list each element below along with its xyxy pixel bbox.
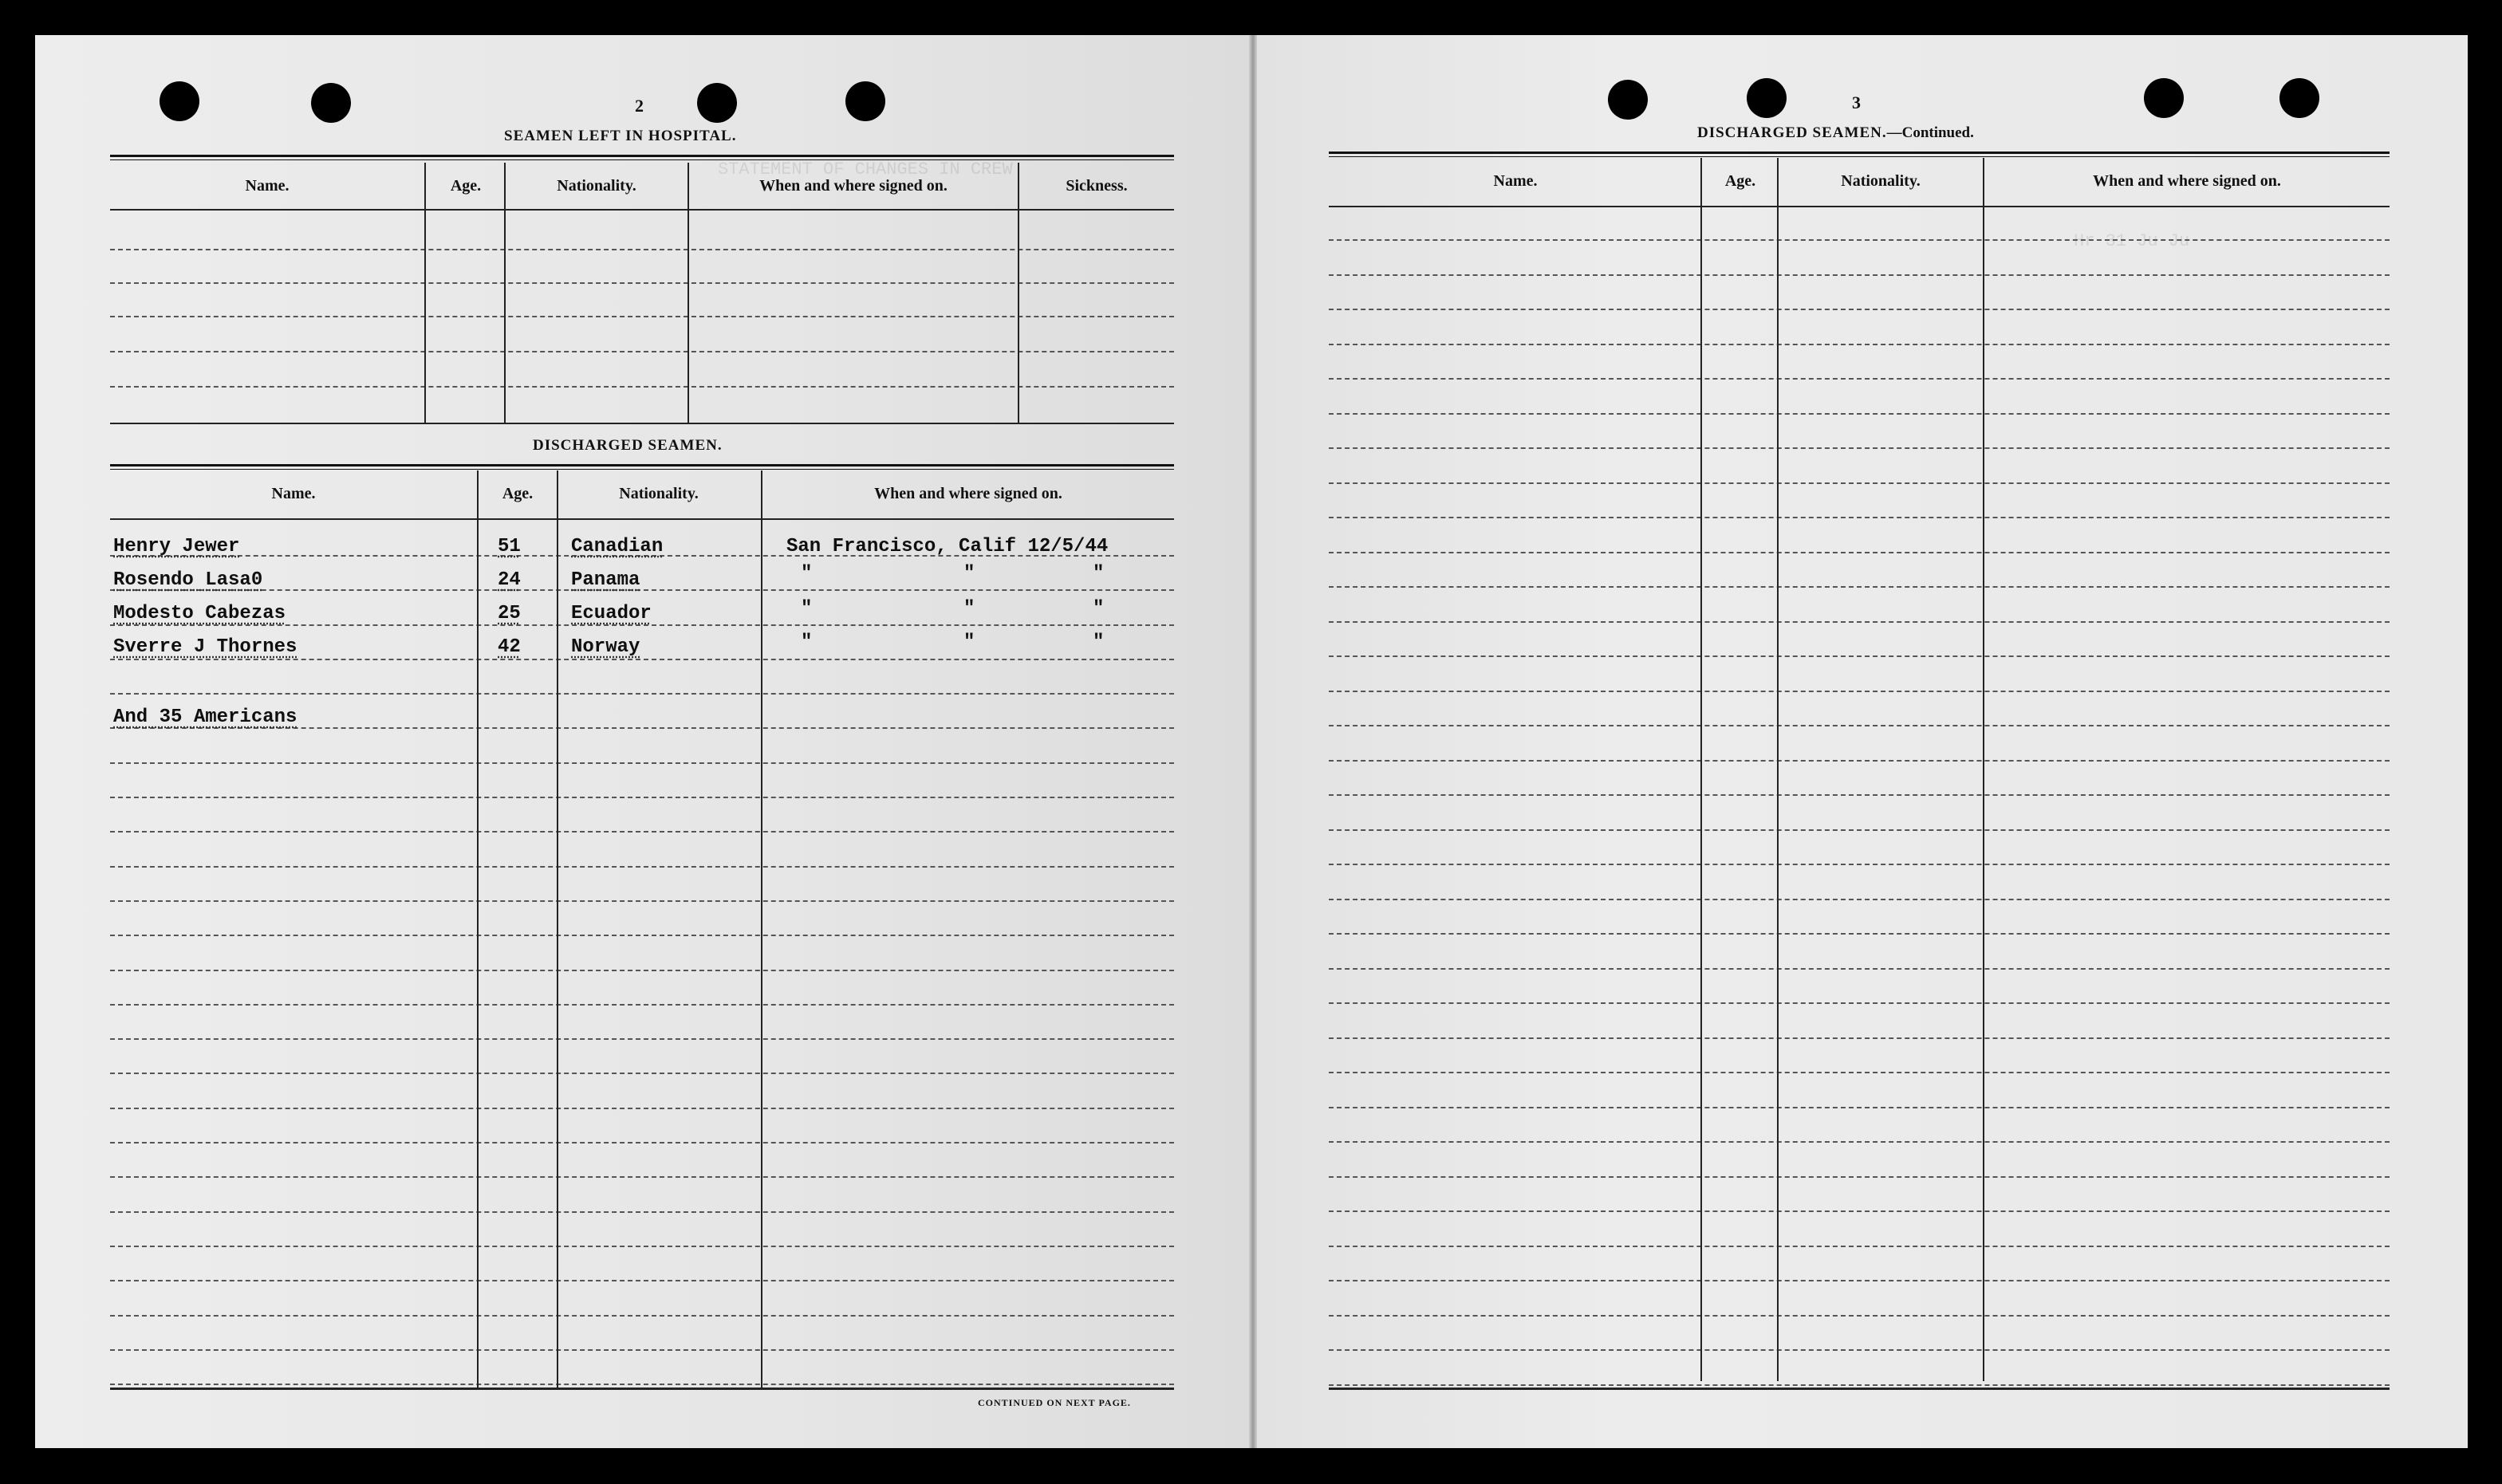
hospital-table-top-rule: [110, 155, 1174, 160]
row-line: [110, 1004, 1174, 1006]
col-divider: [1700, 158, 1702, 1381]
row-line: [110, 624, 1174, 626]
ditto-mark: ": [963, 598, 975, 620]
row-line: [110, 1142, 1174, 1144]
row-line: [110, 316, 1174, 317]
row-line: [1329, 1315, 2390, 1317]
ditto-mark: ": [801, 563, 813, 585]
hospital-col-name: Name.: [245, 177, 290, 195]
right-header-rule: [1329, 206, 2390, 207]
discharged-col-signed-on: When and where signed on.: [874, 485, 1062, 502]
row-line: [1329, 725, 2390, 726]
row-line: [110, 831, 1174, 833]
row-line: [110, 1038, 1174, 1040]
row-line: [110, 1280, 1174, 1281]
row-line: [1329, 760, 2390, 762]
table-row-nationality: Canadian: [571, 536, 664, 557]
discharged-section-title: DISCHARGED SEAMEN.: [533, 437, 723, 454]
discharged-bottom-rule: [110, 1388, 1174, 1390]
row-line: [1329, 586, 2390, 588]
table-row-age: 24: [498, 569, 521, 591]
row-line: [1329, 274, 2390, 276]
table-row-nationality: Norway: [571, 636, 640, 658]
row-line: [110, 659, 1174, 660]
row-line: [1329, 1280, 2390, 1281]
ditto-mark: ": [963, 632, 975, 653]
ditto-mark: ": [1093, 632, 1105, 653]
row-line: [110, 935, 1174, 936]
row-line: [110, 351, 1174, 352]
row-line: [1329, 1246, 2390, 1247]
table-row-name: Henry Jewer: [113, 536, 240, 557]
row-line: [1329, 552, 2390, 553]
right-col-nationality: Nationality.: [1841, 172, 1921, 190]
right-section-title-text: DISCHARGED SEAMEN.: [1697, 124, 1887, 141]
row-line: [1329, 517, 2390, 518]
row-line: [1329, 1176, 2390, 1178]
row-line: [110, 249, 1174, 250]
ditto-mark: ": [1093, 563, 1105, 585]
row-line: [1329, 413, 2390, 415]
row-line: [1329, 1210, 2390, 1212]
punch-hole: [2144, 78, 2184, 118]
row-line: [110, 1108, 1174, 1109]
row-line: [1329, 1141, 2390, 1143]
row-line: [1329, 691, 2390, 692]
right-page: [1255, 35, 2468, 1448]
row-line: [110, 1315, 1174, 1317]
row-line: [1329, 655, 2390, 657]
table-row-nationality: Ecuador: [571, 603, 652, 624]
row-line: [1329, 1349, 2390, 1351]
row-line: [110, 1349, 1174, 1351]
ditto-mark: ": [1093, 598, 1105, 620]
hospital-header-rule: [110, 209, 1174, 211]
row-line: [110, 797, 1174, 798]
hospital-col-signed-on: When and where signed on.: [759, 177, 948, 195]
ditto-mark: ": [801, 632, 813, 653]
col-divider: [1983, 158, 1984, 1381]
continued-footer: CONTINUED ON NEXT PAGE.: [978, 1397, 1131, 1408]
right-col-signed-on: When and where signed on.: [2093, 172, 2281, 190]
row-line: [1329, 829, 2390, 831]
page-fold: [1249, 35, 1257, 1448]
discharged-col-age: Age.: [502, 485, 534, 502]
punch-hole: [1747, 78, 1787, 118]
page-number: 2: [635, 96, 644, 116]
row-line: [1329, 239, 2390, 241]
col-divider: [504, 163, 506, 423]
col-divider: [557, 470, 558, 1388]
discharged-col-nationality: Nationality.: [619, 485, 699, 502]
table-row-name: Sverre J Thornes: [113, 636, 297, 658]
punch-hole: [2279, 78, 2319, 118]
table-row-nationality: Panama: [571, 569, 640, 591]
row-line: [1329, 899, 2390, 900]
row-line: [1329, 933, 2390, 935]
row-line: [1329, 309, 2390, 310]
discharged-table-top-rule: [110, 464, 1174, 470]
left-page: [35, 35, 1252, 1448]
row-line: [1329, 447, 2390, 449]
punch-hole: [160, 81, 199, 121]
hospital-section-title: SEAMEN LEFT IN HOSPITAL.: [504, 128, 737, 144]
table-row-signed-on: San Francisco, Calif 12/5/44: [786, 536, 1109, 557]
punch-hole: [845, 81, 885, 121]
row-line: [1329, 1107, 2390, 1108]
row-line: [110, 762, 1174, 764]
row-line: [1329, 344, 2390, 345]
row-line: [1329, 1072, 2390, 1073]
row-line: [110, 1384, 1174, 1385]
row-line: [1329, 482, 2390, 484]
row-line: [1329, 378, 2390, 380]
ditto-mark: ": [801, 598, 813, 620]
row-line: [110, 970, 1174, 971]
discharged-header-rule: [110, 518, 1174, 520]
col-divider: [1018, 163, 1019, 423]
table-row-age: 25: [498, 603, 521, 624]
punch-hole: [1608, 80, 1648, 120]
row-line: [110, 693, 1174, 695]
discharged-col-name: Name.: [271, 485, 316, 502]
right-section-title-continued: —Continued.: [1886, 124, 1974, 141]
row-line: [1329, 794, 2390, 796]
punch-hole: [311, 83, 351, 123]
col-divider: [477, 470, 479, 1388]
table-row-age: 42: [498, 636, 521, 658]
hospital-bottom-rule: [110, 423, 1174, 424]
row-line: [110, 589, 1174, 591]
col-divider: [1777, 158, 1779, 1381]
row-line: [110, 866, 1174, 868]
row-line: [110, 1073, 1174, 1074]
discharged-note: And 35 Americans: [113, 707, 297, 728]
punch-hole: [697, 83, 737, 123]
hospital-col-nationality: Nationality.: [557, 177, 636, 195]
row-line: [110, 282, 1174, 284]
right-table-top-rule: [1329, 152, 2390, 157]
col-divider: [688, 163, 689, 423]
page-number: 3: [1852, 93, 1861, 112]
right-col-name: Name.: [1493, 172, 1538, 190]
row-line: [1329, 864, 2390, 865]
row-line: [110, 1211, 1174, 1213]
right-bottom-rule: [1329, 1388, 2390, 1390]
hospital-col-sickness: Sickness.: [1066, 177, 1128, 195]
bleed-through-text: Hr 31 Ju Ju: [2074, 231, 2190, 251]
right-col-age: Age.: [1724, 172, 1756, 190]
row-line: [110, 1246, 1174, 1247]
row-line: [1329, 1384, 2390, 1386]
col-divider: [761, 470, 762, 1388]
table-row-name: Modesto Cabezas: [113, 603, 286, 624]
right-section-title: [1697, 124, 1974, 142]
table-row-age: 51: [498, 536, 521, 557]
row-line: [110, 1176, 1174, 1178]
row-line: [110, 386, 1174, 388]
row-line: [1329, 968, 2390, 970]
hospital-col-age: Age.: [450, 177, 482, 195]
table-row-name: Rosendo Lasa0: [113, 569, 263, 591]
ditto-mark: ": [963, 563, 975, 585]
row-line: [1329, 621, 2390, 623]
row-line: [1329, 1002, 2390, 1004]
row-line: [110, 900, 1174, 902]
bleed-through-text: STATEMENT OF CHANGES IN CREW: [718, 159, 1013, 179]
col-divider: [424, 163, 426, 423]
row-line: [1329, 1037, 2390, 1039]
